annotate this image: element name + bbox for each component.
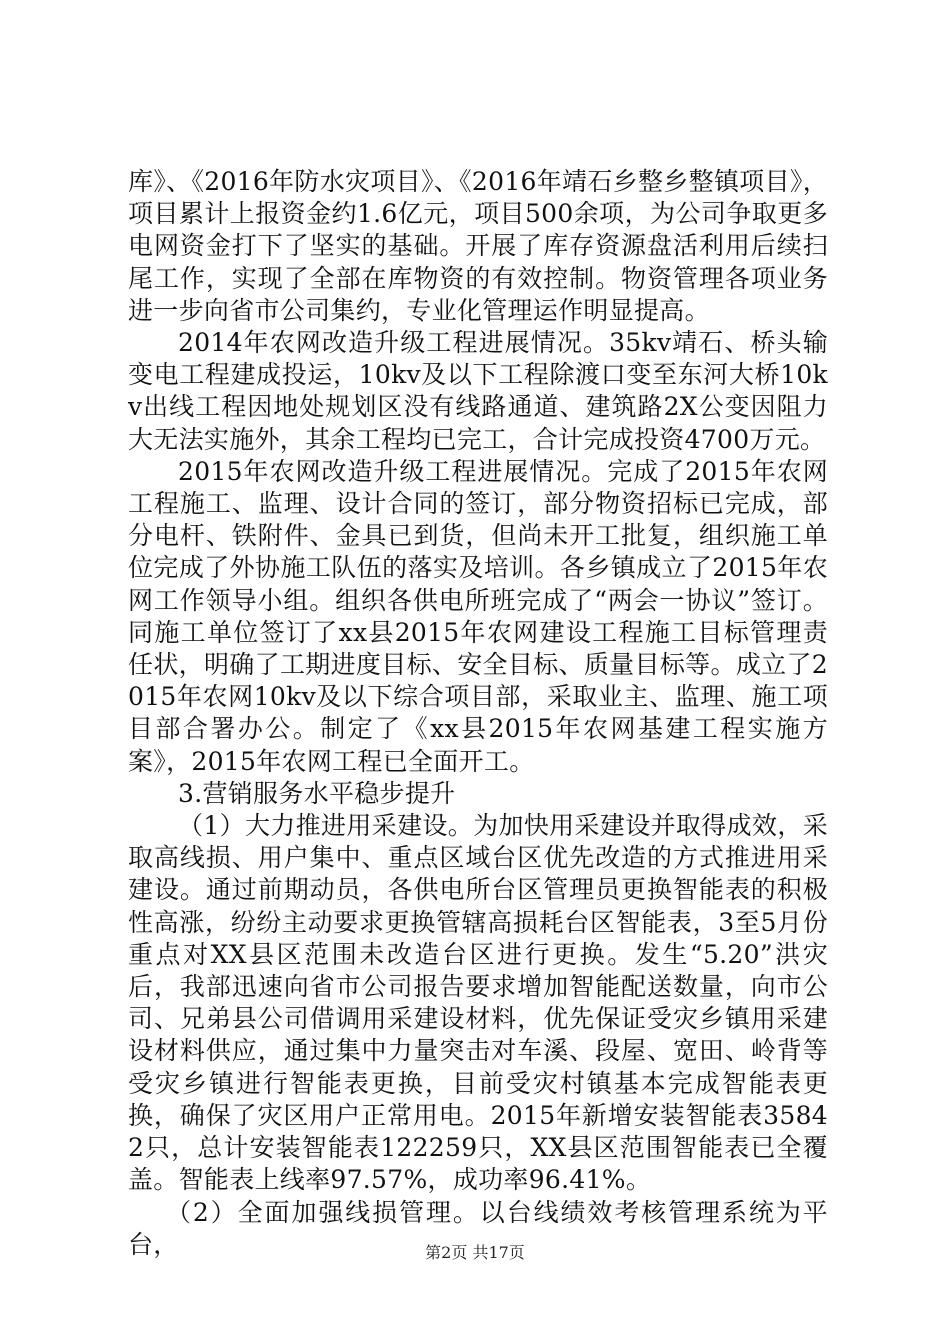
paragraph-line-loss: （2）全面加强线损管理。以台线绩效考核管理系统为平台， bbox=[128, 1197, 828, 1259]
paragraph-2015-progress: 2015年农网改造升级工程进展情况。完成了2015年农网工程施工、监理、设计合同的签订，部分物资招标已完成，部分电杆、铁附件、金具已到货，但尚未开工批复，组织施工单位完成了外协施工队伍的落实及培训。各乡镇成立了2015年农网工作领导小组。组织各供电所班完成了“两会一协议”签订。同施工单位签订了xx县2015年农网建设工程施工目标管理责任状，明确了工期进度目标、安全目标、质量目标等。成立了2015年农网10kv及以下综合项目部，采取业主、监理、施工项目部合署办公。制定了《xx县2015年农网基建工程实施方案》，2015年农网工程已全面开工。 bbox=[128, 456, 828, 776]
section-heading-marketing: 3.营销服务水平稳步提升 bbox=[178, 778, 456, 808]
page-number: 第2页 共17页 bbox=[425, 1243, 525, 1262]
paragraph-smart-meter: （1）大力推进用采建设。为加快用采建设并取得成效，采取高线损、用户集中、重点区域台区优先改造的方式推进用采建设。通过前期动员，各供电所台区管理员更换智能表的积极性高涨，纷纷主动要求更换管辖高损耗台区智能表，3至5月份重点对XX县区范围未改造台区进行更换。发生“5.20”洪灾后，我部迅速向省市公司报告要求增加智能配送数量，向市公司、兄弟县公司借调用采建设材料，优先保证受灾乡镇用采建设材料供应，通过集中力量突击对车溪、段屋、宽田、岭背等受灾乡镇进行智能表更换，目前受灾村镇基本完成智能表更换，确保了灾区用户正常用电。2015年新增安装智能表35842只，总计安装智能表122259只，XX县区范围智能表已全覆盖。智能表上线率97.57%，成功率96.41%。 bbox=[128, 811, 828, 1195]
paragraph-2014-progress: 2014年农网改造升级工程进展情况。35kv靖石、桥头输变电工程建成投运，10kv及以下工程除渡口变至东河大桥10kv出线工程因地处规划区没有线路通道、建筑路2X公变因阻力大无法实施外，其余工程均已完工，合计完成投资4700万元。 bbox=[128, 328, 828, 454]
body-text bbox=[128, 166, 828, 1261]
page-footer bbox=[0, 1243, 950, 1263]
paragraph-project-report: 库》、《2016年防水灾项目》、《2016年靖石乡整乡整镇项目》，项目累计上报资金约1.6亿元，项目500余项，为公司争取更多电网资金打下了坚实的基础。开展了库存资源盘活利用后续扫尾工作，实现了全部在库物资的有效控制。物资管理各项业务进一步向省市公司集约，专业化管理运作明显提高。 bbox=[128, 167, 828, 325]
